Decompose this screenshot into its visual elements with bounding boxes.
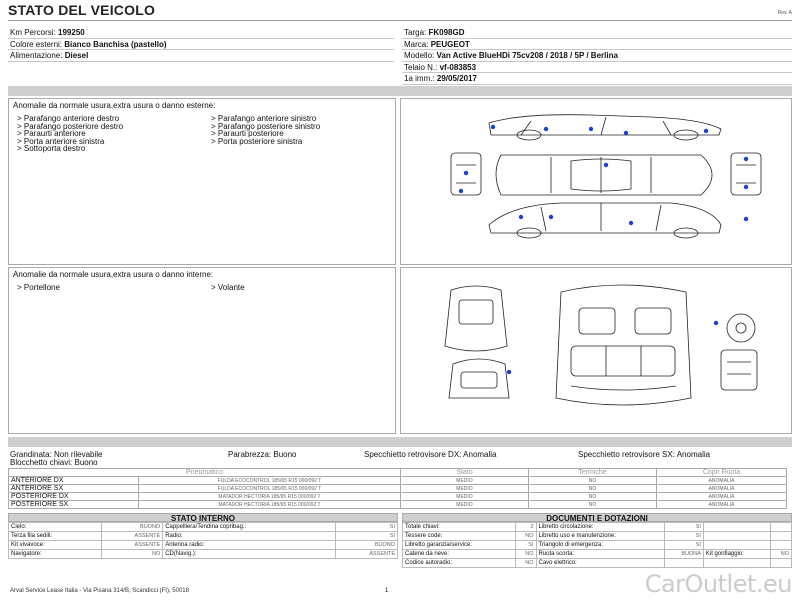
internal-damage-list-2 <box>211 284 245 292</box>
grid-label: Cielo: <box>9 523 102 532</box>
grid-row <box>403 550 792 559</box>
vehicle-info-row <box>8 50 394 62</box>
grid-label: Tessere code: <box>403 532 516 541</box>
blocchetto-status: Blocchetto chiavi: Buono <box>10 458 98 467</box>
tyre-stato: MEDIO <box>401 485 529 493</box>
external-damage-list-1 <box>17 115 123 153</box>
grid-value: BUONO <box>336 541 398 550</box>
info-value: Van Active BlueHDi 75cv208 / 2018 / 5P / Berlina <box>436 51 618 60</box>
tyres-header-row <box>9 469 787 477</box>
tyre-row <box>9 493 787 501</box>
tyres-col-copri: Copri Ruota <box>657 469 787 477</box>
tyre-stato: MEDIO <box>401 501 529 509</box>
grid-label <box>703 523 770 532</box>
damage-item: > Volante <box>211 283 245 292</box>
tyre-copri-ruota: ANOMALIA <box>657 493 787 501</box>
tyre-stato: MEDIO <box>401 493 529 501</box>
internal-diagram-panel <box>400 267 792 434</box>
grid-label <box>703 532 770 541</box>
grid-label: Totale chiavi: <box>403 523 516 532</box>
damage-item: > Porta anteriore sinistra <box>17 136 105 146</box>
info-value: 199250 <box>58 28 85 37</box>
grid-label: Navigatore: <box>9 550 102 559</box>
car-exterior-diagram <box>401 99 793 266</box>
vehicle-info-row <box>402 62 792 74</box>
grid-label: Cavo elettrico: <box>536 559 665 568</box>
info-label: Colore esterni: <box>10 39 63 49</box>
documenti-title: DOCUMENTI E DOTAZIONI <box>402 513 792 522</box>
tyre-model: FULDA ECOCONTROL 185/65 R15 000/092 T <box>139 477 401 485</box>
grandinata-status: Grandinata: Non rilevabile <box>10 450 103 459</box>
car-interior-diagram <box>401 268 793 435</box>
stato-interno-title: STATO INTERNO <box>8 513 398 522</box>
grid-value <box>771 541 792 550</box>
tyre-stato: MEDIO <box>401 477 529 485</box>
tyres-col-pneumatico: Pneumatico <box>9 469 401 477</box>
grid-label: Libretto garanzia/service: <box>403 541 516 550</box>
tyre-row <box>9 477 787 485</box>
internal-damage-title: Anomalie da normale usura,extra usura o danno interne: <box>13 270 214 279</box>
info-label: Telaio N.: <box>404 62 438 72</box>
watermark-logo: CarOutlet.eu <box>644 570 792 598</box>
grid-row <box>403 523 792 532</box>
grid-label: Kit vivavoce: <box>9 541 102 550</box>
damage-item: > Portellone <box>17 283 60 292</box>
internal-damage-panel <box>8 267 396 434</box>
grid-value: 2 <box>515 523 536 532</box>
damage-item: > Parafango anteriore sinistro <box>211 114 317 123</box>
info-value: PEUGEOT <box>430 39 470 49</box>
grid-row <box>9 523 398 532</box>
grid-row <box>403 559 792 568</box>
internal-damage-list-1 <box>17 284 60 292</box>
vehicle-info-left <box>8 27 394 62</box>
footer-address: Arval Service Lease Italia - Via Pisana 314/B, Scandicci (FI), 50018 <box>10 588 189 594</box>
grid-label <box>703 541 770 550</box>
tyre-position: ANTERIORE DX <box>9 477 139 485</box>
page-title: STATO DEL VEICOLO <box>8 2 156 18</box>
info-value: Diesel <box>64 51 89 60</box>
tyre-model: MATADOR HECTORIA 185/65 R15 000/092 T <box>139 501 401 509</box>
tyres-col-termiche: Termiche <box>529 469 657 477</box>
damage-item: > Paraurti anteriore <box>17 129 86 138</box>
vehicle-info-row <box>402 39 792 51</box>
damage-item: > Parafango anteriore destro <box>17 114 120 123</box>
tyre-termiche: NO <box>529 477 657 485</box>
tyres-table <box>8 468 787 509</box>
tyre-position: ANTERIORE SX <box>9 485 139 493</box>
stato-interno-table <box>8 522 398 559</box>
grid-value: ASSENTE <box>101 541 163 550</box>
grid-value: NO <box>515 559 536 568</box>
grid-label: Kit gonfiaggio: <box>703 550 770 559</box>
tyre-copri-ruota: ANOMALIA <box>657 501 787 509</box>
tyre-copri-ruota: ANOMALIA <box>657 477 787 485</box>
grid-value <box>771 532 792 541</box>
grid-value: SI <box>515 541 536 550</box>
info-value: Bianco Banchisa (pastello) <box>64 39 167 49</box>
info-value: vf-083853 <box>439 62 477 72</box>
external-damage-list-2 <box>211 115 320 145</box>
grid-label: Codice autoradio: <box>403 559 516 568</box>
damage-item: > Parafango posteriore sinistro <box>211 121 321 131</box>
external-damage-title: Anomalie da normale usura,extra usura o danno esterne: <box>13 101 216 110</box>
section-divider-bar-2 <box>8 437 792 447</box>
info-value: 29/05/2017 <box>436 74 477 83</box>
info-value: FK098GD <box>428 28 465 37</box>
damage-item: > Paraurti posteriore <box>211 129 284 138</box>
tyres-col-stato: Stato <box>401 469 529 477</box>
grid-value: NO <box>515 532 536 541</box>
revision-label: Rev. A <box>777 10 792 16</box>
grid-label: CD(Navig.): <box>163 550 336 559</box>
grid-row <box>9 532 398 541</box>
grid-row <box>403 541 792 550</box>
vehicle-info-row <box>8 39 394 51</box>
grid-value: NO <box>101 550 163 559</box>
grid-label: Cappelliera/Tendina copribag.: <box>163 523 336 532</box>
page-number: 1 <box>385 588 389 594</box>
info-label: Km Percorsi: <box>10 28 56 37</box>
info-label: Targa: <box>404 28 427 37</box>
grid-label: Terza fila sedili: <box>9 532 102 541</box>
grid-label: Libretto uso e manutenzione: <box>536 532 665 541</box>
grid-value: SI <box>336 523 398 532</box>
grid-label: Catene da neve: <box>403 550 516 559</box>
tyre-row <box>9 501 787 509</box>
grid-value: BUONA <box>665 550 703 559</box>
vehicle-info-row <box>402 73 792 85</box>
tyre-termiche: NO <box>529 493 657 501</box>
grid-value <box>771 523 792 532</box>
grid-value: BUONO <box>101 523 163 532</box>
grid-label: Antenna radio: <box>163 541 336 550</box>
documenti-table <box>402 522 792 568</box>
grid-value: SI <box>665 523 703 532</box>
info-label: Marca: <box>404 39 429 49</box>
grid-label: Radio: <box>163 532 336 541</box>
grid-value: ASSENTE <box>336 550 398 559</box>
external-damage-panel <box>8 98 396 265</box>
grid-value: SI <box>665 541 703 550</box>
tyre-termiche: NO <box>529 485 657 493</box>
external-diagram-panel <box>400 98 792 265</box>
info-label: Alimentazione: <box>10 51 63 60</box>
grid-value: ASSENTE <box>101 532 163 541</box>
grid-label: Ruota scorta: <box>536 550 665 559</box>
grid-label <box>703 559 770 568</box>
tyre-row <box>9 485 787 493</box>
grid-row <box>403 532 792 541</box>
specchietto-sx-status: Specchietto retrovisore SX: Anomalia <box>578 450 711 459</box>
tyre-position: POSTERIORE SX <box>9 501 139 509</box>
grid-row <box>9 541 398 550</box>
grid-value: SI <box>665 532 703 541</box>
tyre-copri-ruota: ANOMALIA <box>657 485 787 493</box>
vehicle-info-row <box>402 50 792 62</box>
damage-item: > Porta posteriore sinistra <box>211 136 303 146</box>
damage-item: > Parafango posteriore destro <box>17 121 124 131</box>
grid-value <box>771 559 792 568</box>
tyre-termiche: NO <box>529 501 657 509</box>
tyre-position: POSTERIORE DX <box>9 493 139 501</box>
vehicle-info-row <box>402 27 792 39</box>
vehicle-info-row <box>8 27 394 39</box>
grid-value: SI <box>336 532 398 541</box>
damage-item: > Sottoporta destro <box>17 144 86 153</box>
tyre-model: MATADOR HECTORIA 185/65 R15 000/092 T <box>139 493 401 501</box>
section-divider-bar <box>8 86 792 96</box>
grid-label: Libretto circolazione: <box>536 523 665 532</box>
specchietto-dx-status: Specchietto retrovisore DX: Anomalia <box>364 450 497 459</box>
parabrezza-status: Parabrezza: Buono <box>228 450 297 459</box>
grid-value <box>665 559 703 568</box>
tyre-model: FULDA ECOCONTROL 185/65 R15 000/092 T <box>139 485 401 493</box>
info-label: Modello: <box>404 51 435 60</box>
grid-value: NO <box>515 550 536 559</box>
vehicle-info-right <box>402 27 792 85</box>
grid-label: Triangolo di emergenza: <box>536 541 665 550</box>
grid-value: NO <box>771 550 792 559</box>
info-label: 1a imm.: <box>404 74 435 83</box>
grid-row <box>9 550 398 559</box>
header-divider <box>8 20 792 21</box>
